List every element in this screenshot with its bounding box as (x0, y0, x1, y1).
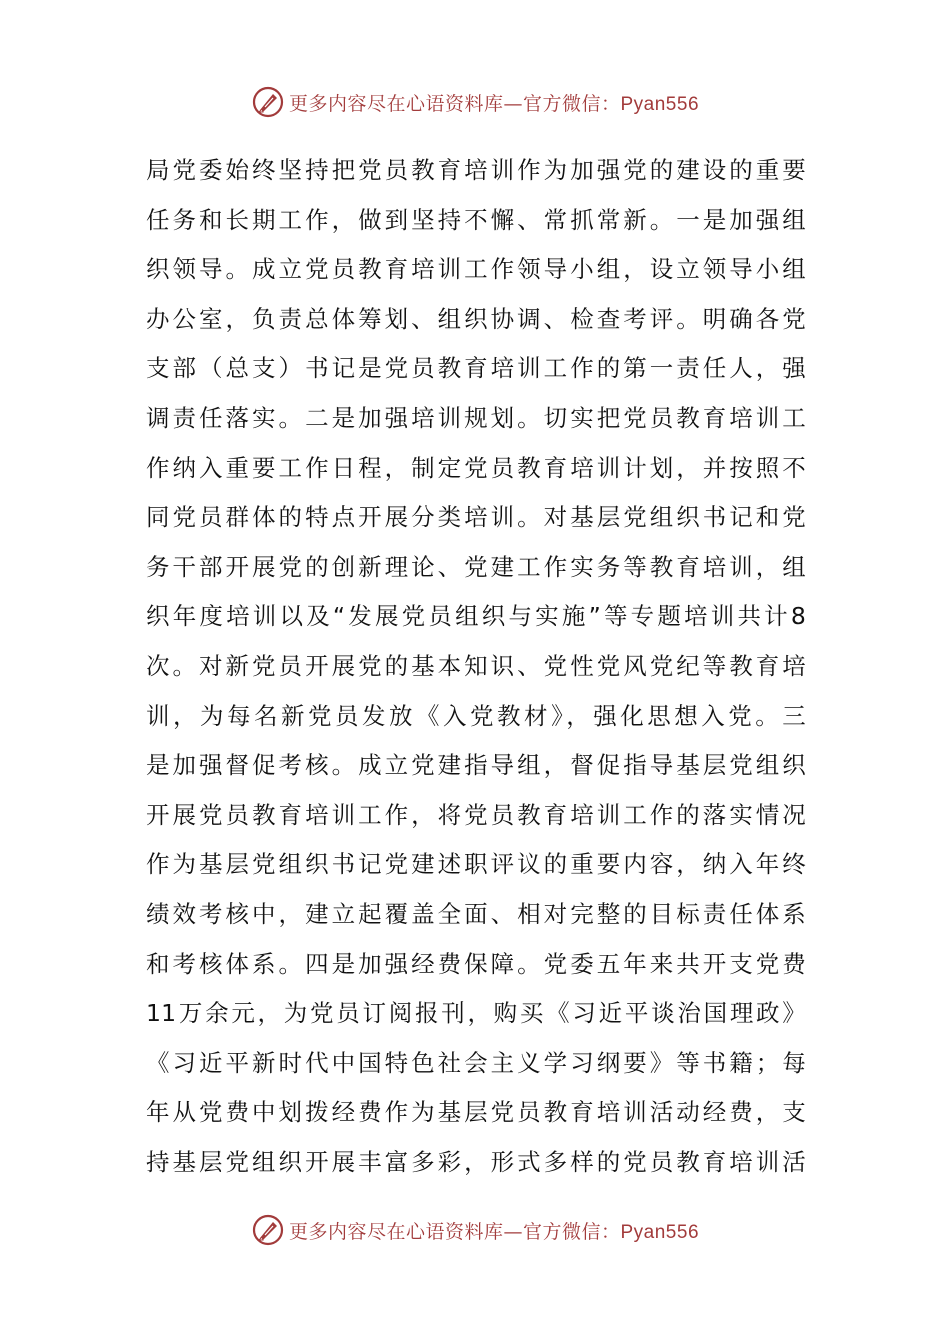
body-line: 支部（总支）书记是党员教育培训工作的第一责任人，强 (146, 354, 806, 383)
pen-nib-logo-icon (251, 85, 285, 119)
document-body (146, 146, 806, 1187)
footer-banner (0, 1210, 950, 1250)
body-line: 绩效考核中，建立起覆盖全面、相对完整的目标责任体系 (146, 899, 806, 928)
body-line: 《习近平新时代中国特色社会主义学习纲要》等书籍；每 (146, 1048, 806, 1077)
header-banner-slogan: 更多内容尽在心语资料库 (288, 92, 504, 115)
header-banner (0, 82, 950, 122)
body-line: 织年度培训以及“发展党员组织与实施”等专题培训共计8 (146, 602, 806, 631)
header-banner-wechat-label: 官方微信： (522, 92, 621, 115)
footer-banner-dash: — (503, 1220, 523, 1243)
header-banner-wechat-id: Pyan556 (620, 93, 700, 115)
body-line: 办公室，负责总体筹划、组织协调、检查考评。明确各党 (146, 304, 806, 333)
body-line: 调责任落实。二是加强培训规划。切实把党员教育培训工 (146, 403, 806, 432)
body-line: 任务和长期工作，做到坚持不懈、常抓常新。一是加强组 (146, 205, 806, 234)
footer-banner-wechat-label: 官方微信： (522, 1220, 621, 1243)
body-line: 作为基层党组织书记党建述职评议的重要内容，纳入年终 (146, 850, 806, 879)
body-line: 开展党员教育培训工作，将党员教育培训工作的落实情况 (146, 800, 806, 829)
body-line: 同党员群体的特点开展分类培训。对基层党组织书记和党 (146, 503, 806, 532)
body-line: 是加强督促考核。成立党建指导组，督促指导基层党组织 (146, 751, 806, 780)
body-line: 作纳入重要工作日程，制定党员教育培训计划，并按照不 (146, 453, 806, 482)
pen-nib-logo-icon (251, 1213, 285, 1247)
body-line: 次。对新党员开展党的基本知识、党性党风党纪等教育培 (146, 651, 806, 680)
body-line: 年从党费中划拨经费作为基层党员教育培训活动经费，支 (146, 1098, 806, 1127)
body-line: 务干部开展党的创新理论、党建工作实务等教育培训，组 (146, 552, 806, 581)
footer-banner-text (289, 1217, 699, 1244)
header-banner-dash: — (503, 92, 523, 115)
body-line: 织领导。成立党员教育培训工作领导小组，设立领导小组 (146, 255, 806, 284)
header-banner-text (289, 89, 699, 116)
footer-banner-slogan: 更多内容尽在心语资料库 (288, 1220, 504, 1243)
body-line: 局党委始终坚持把党员教育培训作为加强党的建设的重要 (146, 156, 806, 184)
footer-banner-wechat-id: Pyan556 (620, 1221, 700, 1243)
body-line: 11万余元，为党员订阅报刊，购买《习近平谈治国理政》 (146, 999, 806, 1028)
body-line: 和考核体系。四是加强经费保障。党委五年来共开支党费 (146, 949, 806, 978)
body-line: 持基层党组织开展丰富多彩，形式多样的党员教育培训活 (146, 1147, 806, 1176)
body-line: 训，为每名新党员发放《入党教材》，强化思想入党。三 (146, 701, 806, 730)
